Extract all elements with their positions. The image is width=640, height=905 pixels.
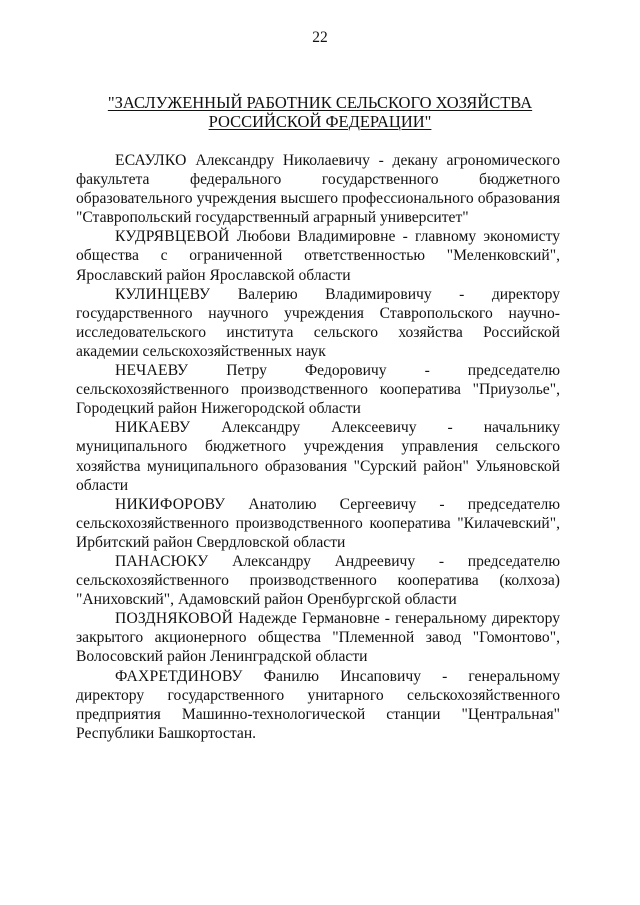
awardee-details: Валерию Владимировичу - директору государственного научного учреждения Ставропольского научно-исследовательского института сельского хозяйства Российской академии сельскохозяйственных наук: [76, 285, 560, 360]
awardee-surname: ПОЗДНЯКОВОЙ: [115, 610, 234, 628]
awardee-entry: [76, 609, 560, 666]
awardee-surname: ЕСАУЛКО: [115, 152, 187, 169]
awardee-entry: [76, 667, 560, 743]
awardee-surname: НЕЧАЕВУ: [115, 362, 189, 380]
awardee-details: Фанилю Инсаповичу - генеральному директору государственного унитарного сельскохозяйственного предприятия Машинно-технологической станции "Центральная" Республики Башкортостан.: [76, 667, 560, 742]
awardee-details: Александру Андреевичу - председателю сельскохозяйственного производственного кооператива (колхоза) "Аниховский", Адамовский район Оренбургской области: [76, 552, 560, 609]
awardee-entry: [76, 361, 560, 418]
awardee-details: Александру Николаевичу - декану агрономического факультета федерального государственного бюджетного образовательного учреждения высшего профессионального образования "Ставропольский государственный аграрный университет": [76, 152, 560, 227]
awardee-entry: [76, 285, 560, 361]
awardee-surname: НИКАЕВУ: [115, 419, 191, 437]
title-line-2: РОССИЙСКОЙ ФЕДЕРАЦИИ": [208, 112, 432, 131]
awardee-entry: [76, 227, 560, 284]
awardee-list: [76, 151, 560, 743]
page-number: 22: [312, 29, 328, 46]
awardee-details: Петру Федоровичу - председателю сельскохозяйственного производственного кооператива "Приузолье", Городецкий район Нижегородской области: [76, 362, 560, 418]
awardee-surname: КУЛИНЦЕВУ: [115, 285, 211, 303]
title-line-1: "ЗАСЛУЖЕННЫЙ РАБОТНИК СЕЛЬСКОГО ХОЗЯЙСТВА: [107, 93, 533, 112]
awardee-entry: [76, 552, 560, 609]
awardee-details: Александру Алексеевичу - начальнику муниципального бюджетного учреждения управления сельского хозяйства муниципального образования "Сурский район" Ульяновской области: [76, 419, 560, 494]
awardee-surname: ФАХРЕТДИНОВУ: [115, 667, 243, 685]
section-title: [60, 93, 580, 131]
awardee-details: Любови Владимировне - главному экономисту общества с ограниченной ответственностью "Меленковский", Ярославский район Ярославской области: [76, 228, 560, 284]
awardee-details: Надежде Германовне - генеральному директору закрытого акционерного общества "Племенной завод "Гомонтово", Волосовский район Ленинградской области: [76, 610, 560, 666]
awardee-entry: [76, 418, 560, 494]
awardee-entry: [76, 151, 560, 227]
awardee-surname: КУДРЯВЦЕВОЙ: [115, 228, 230, 246]
awardee-surname: ПАНАСЮКУ: [115, 552, 209, 570]
awardee-details: Анатолию Сергеевичу - председателю сельскохозяйственного производственного кооператива "Килачевский", Ирбитский район Свердловской области: [76, 495, 560, 551]
awardee-surname: НИКИФОРОВУ: [115, 495, 226, 513]
awardee-entry: [76, 495, 560, 552]
